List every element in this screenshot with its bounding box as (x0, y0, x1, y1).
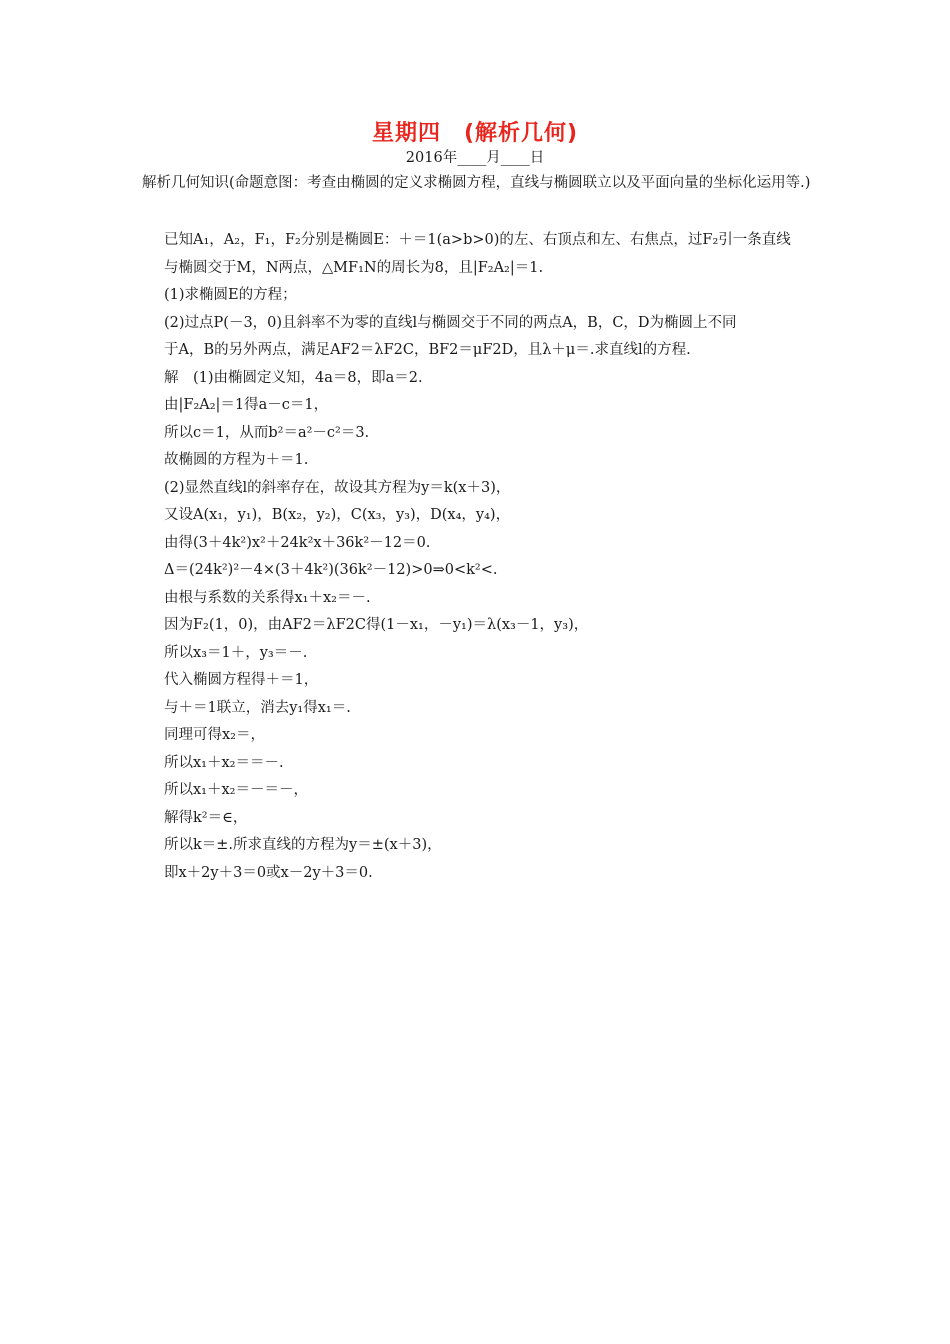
date-line: 2016年____月____日 (405, 150, 545, 166)
solution-line: 所以k＝±.所求直线的方程为y＝±(x＋3)， (164, 837, 442, 853)
solution-line: 解 (1)由椭圆定义知，4a＝8，即a＝2. (164, 369, 423, 386)
intro-paragraph: 解析几何知识(命题意图：考查由椭圆的定义求椭圆方程，直线与椭圆联立以及平面向量的坐标化运用等.) (142, 175, 811, 191)
solution-line: 所以x₃＝1＋，y₃＝－. (164, 644, 308, 661)
solution-line: 代入椭圆方程得＋＝1， (164, 672, 319, 688)
solution-line: 由得(3＋4k²)x²＋24k²x＋36k²－12＝0. (164, 534, 431, 551)
question-line: (1)求椭圆E的方程； (164, 287, 297, 303)
solution-line: 由|F₂A₂|＝1得a－c＝1， (164, 397, 329, 413)
question-line: 于A，B的另外两点，满足AF2＝λF2C，BF2＝μF2D，且λ＋μ＝.求直线l的方程. (164, 342, 691, 358)
solution-line: 即x＋2y＋3＝0或x－2y＋3＝0. (164, 864, 373, 881)
solution-line: 所以x₁＋x₂＝－＝－， (164, 782, 308, 798)
solution-line: 与＋＝1联立，消去y₁得x₁＝. (164, 699, 351, 716)
solution-body (142, 227, 822, 887)
solution-line: 由根与系数的关系得x₁＋x₂＝－. (164, 589, 371, 606)
solution-line: 又设A(x₁，y₁)，B(x₂，y₂)，C(x₃，y₃)，D(x₄，y₄)， (164, 507, 511, 523)
solution-line: Δ＝(24k²)²－4×(3＋4k²)(36k²－12)>0⇒0<k²<. (164, 562, 498, 578)
problem-line: 与椭圆交于M，N两点，△MF₁N的周长为8，且|F₂A₂|＝1. (164, 259, 544, 276)
solution-line: 所以x₁＋x₂＝＝－. (164, 754, 284, 771)
page-title: 星期四 (解析几何) (371, 121, 579, 146)
problem-line: 已知A₁，A₂，F₁，F₂分别是椭圆E：＋＝1(a>b>0)的左、右顶点和左、右焦点，过F₂引一条直线 (164, 232, 791, 248)
solution-line: 同理可得x₂＝， (164, 727, 265, 743)
solution-line: 故椭圆的方程为＋＝1. (164, 452, 309, 468)
solution-line: 所以c＝1，从而b²＝a²－c²＝3. (164, 424, 370, 441)
solution-line: (2)显然直线l的斜率存在，故设其方程为y＝k(x＋3)， (164, 479, 511, 496)
solution-line: 因为F₂(1，0)，由AF2＝λF2C得(1－x₁，－y₁)＝λ(x₃－1，y₃)， (164, 617, 589, 633)
solution-line: 解得k²＝∈， (164, 809, 248, 826)
question-line: (2)过点P(－3，0)且斜率不为零的直线l与椭圆交于不同的两点A，B，C，D为椭圆上不同 (164, 314, 737, 331)
